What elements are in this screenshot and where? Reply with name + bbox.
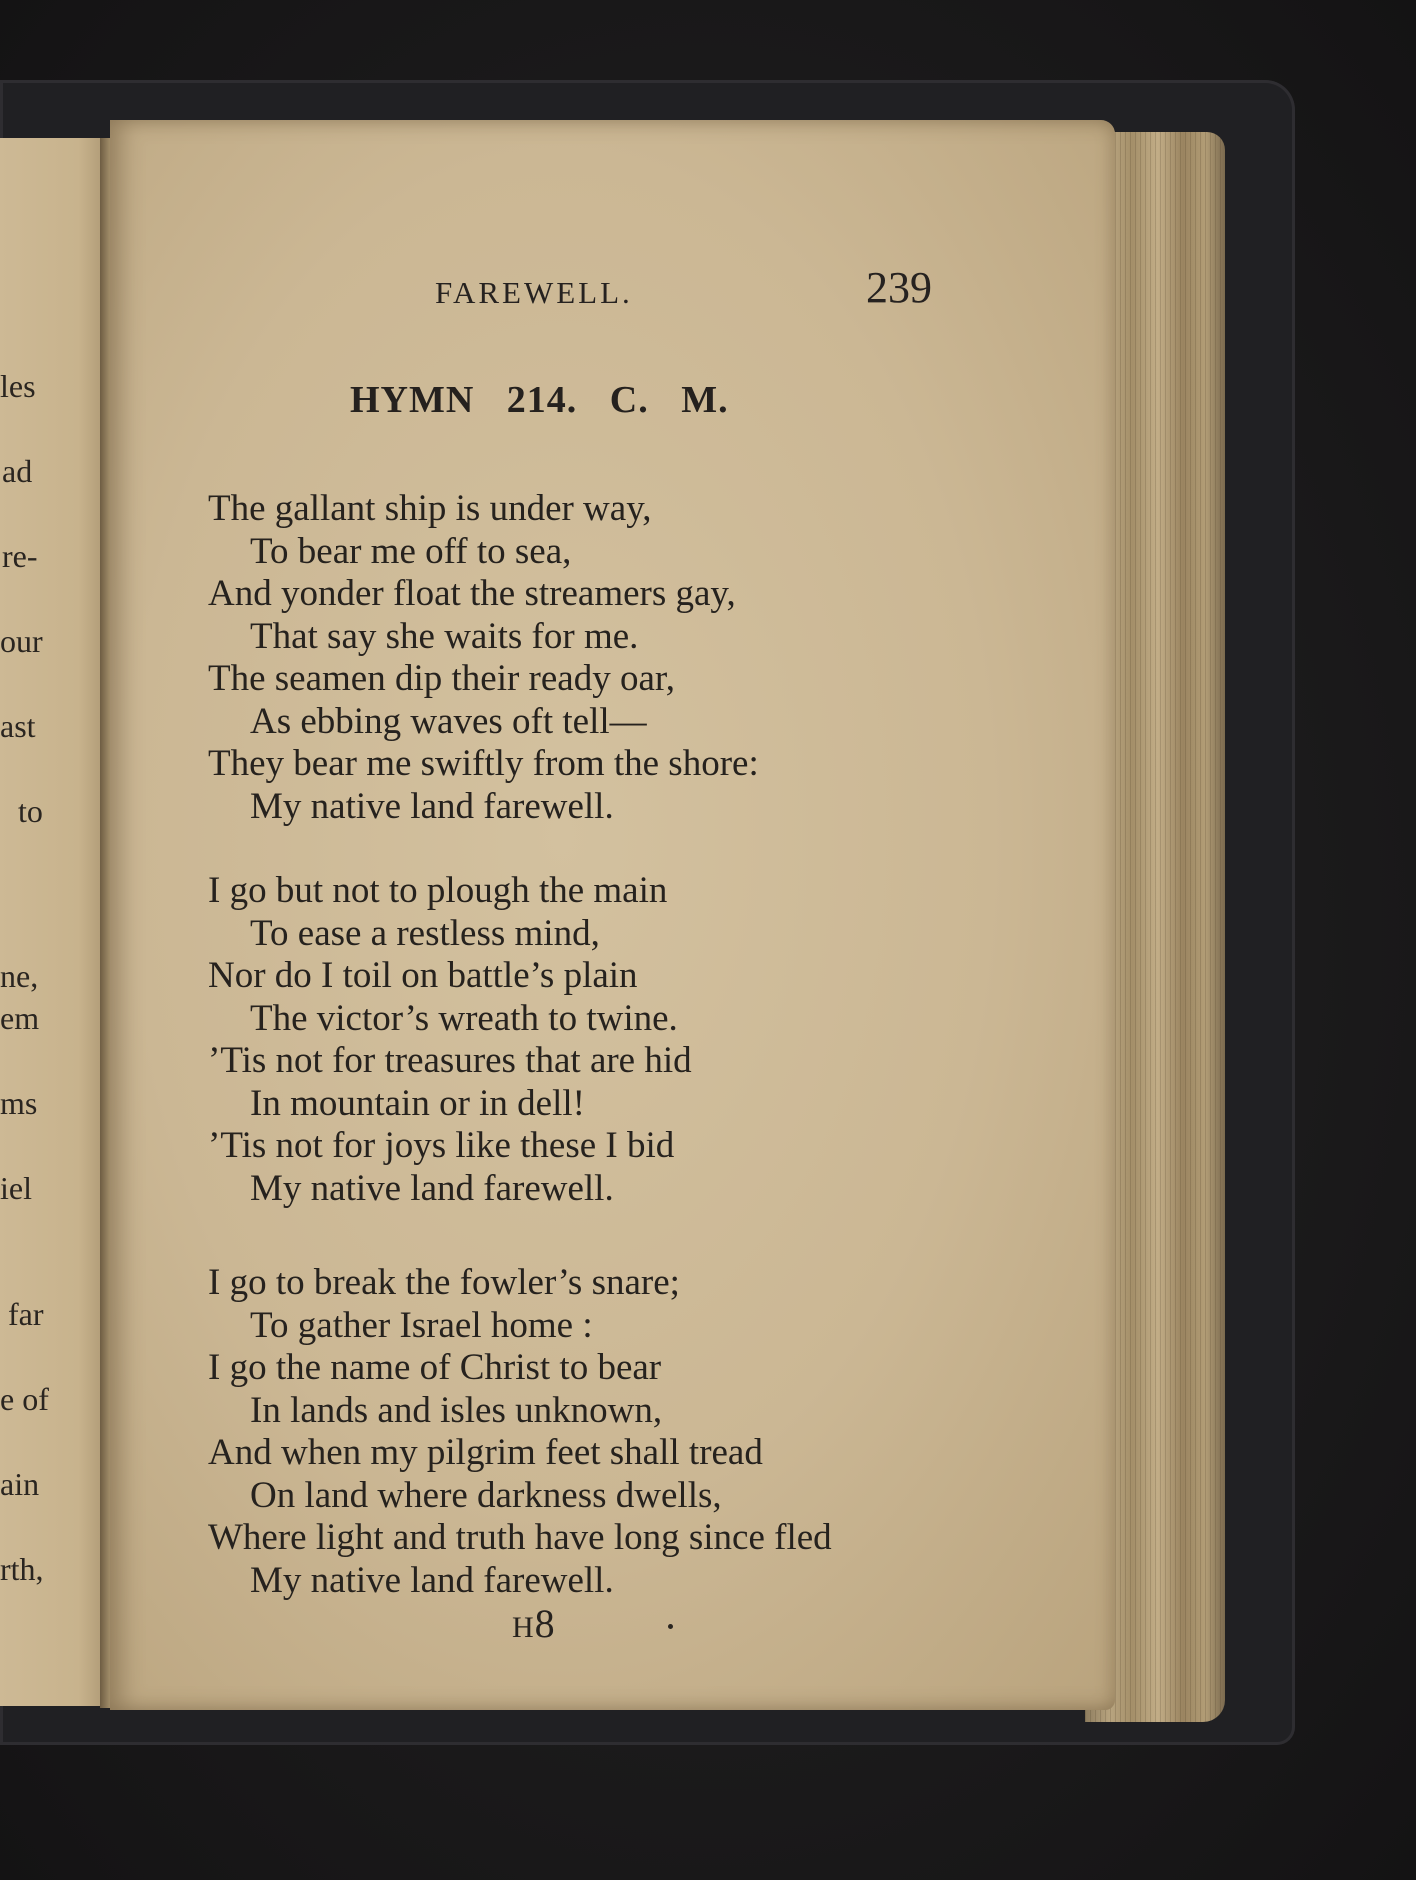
left-fragment: ne, [0,958,39,994]
verse-line: And when my pilgrim feet shall tread [208,1432,763,1473]
verse-line: In mountain or in dell! [250,1082,585,1124]
verse-line: To gather Israel home : [250,1304,593,1346]
verse-line: The victor’s wreath to twine. [250,997,678,1039]
verse-line: They bear me swiftly from the shore: [208,743,759,784]
verse-line: My native land farewell. [250,1559,614,1601]
left-fragment: ast [0,708,36,744]
verse-2 [208,870,1028,1210]
left-fragment: em [0,1000,40,1036]
verse-line: And yonder float the streamers gay, [208,573,736,614]
left-fragment: e of [0,1381,49,1417]
verse-line: I go to break the fowler’s snare; [208,1262,680,1303]
verse-line: On land where darkness dwells, [250,1474,722,1516]
verse-line: As ebbing waves oft tell— [250,700,647,742]
signature-letter: H [512,1611,535,1644]
left-page [0,138,112,1706]
left-fragment: ms [0,1085,38,1121]
left-fragment: to [18,793,43,829]
left-fragment: far [8,1296,44,1332]
verse-line: My native land farewell. [250,785,614,827]
verse-line: That say she waits for me. [250,615,639,657]
left-fragment: our [0,623,43,659]
verse-line: ’Tis not for joys like these I bid [208,1125,675,1166]
hymn-title: HYMN 214. C. M. [350,379,729,421]
verse-line: In lands and isles unknown, [250,1389,663,1431]
verse-line: To bear me off to sea, [250,530,572,572]
page-number: 239 [866,263,932,312]
left-fragment: re- [2,538,38,574]
verse-line: The gallant ship is under way, [208,488,652,529]
verse-1 [208,488,1028,828]
verse-line: Where light and truth have long since fled [208,1517,832,1558]
ink-dot [668,1624,673,1629]
verse-line: The seamen dip their ready oar, [208,658,675,699]
verse-line: I go the name of Christ to bear [208,1347,662,1388]
left-fragment: ain [0,1466,40,1502]
running-head: FAREWELL. [435,275,633,310]
left-fragment: ad [2,453,33,489]
left-fragment: rth, [0,1551,44,1587]
verse-line: ’Tis not for treasures that are hid [208,1040,692,1081]
left-fragment: iel [0,1170,32,1206]
signature-number: 8 [534,1601,557,1646]
left-fragment: les [0,368,36,404]
verse-3 [208,1262,1028,1602]
verse-line: I go but not to plough the main [208,870,668,911]
verse-line: To ease a restless mind, [250,912,600,954]
verse-line: My native land farewell. [250,1167,614,1209]
verse-line: Nor do I toil on battle’s plain [208,955,638,996]
signature-mark [512,1600,557,1647]
